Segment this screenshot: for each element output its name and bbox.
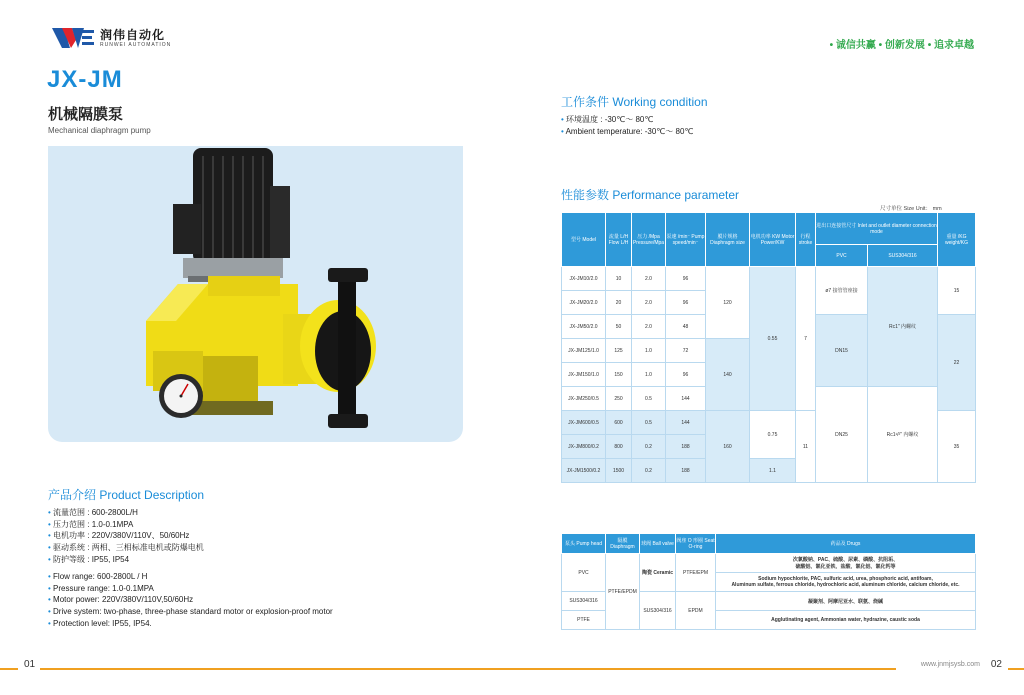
cell-pressure: 0.2 [632,459,666,483]
cell-stroke: 7 [796,267,816,411]
header-sus: SUS304/316 [868,245,938,267]
header-diaphragm: 膜片规格 Diaphragm size [706,213,750,267]
header-connection: 进出口连接管尺寸 Inlet and outlet diameter connection mode [816,213,938,245]
cell-speed: 96 [666,267,706,291]
description-list-en [48,571,333,630]
brand-logo [52,26,171,50]
list-item: • 流量范围 : 600-2800L/H [48,507,204,519]
cell-speed: 144 [666,411,706,435]
cell-flow: 150 [606,363,632,387]
list-item: • Ambient temperature: -30℃～ 80℃ [561,126,693,138]
list-item: • 电机功率 : 220V/380V/110V、50/60Hz [48,530,204,542]
cell-model: JX-JM50/2.0 [562,315,606,339]
cell-flow: 50 [606,315,632,339]
cell-pvc: DN15 [816,315,868,387]
cell-power: 0.75 [750,411,796,459]
cell-speed: 188 [666,459,706,483]
header-pvc: PVC [816,245,868,267]
cell-drugs-en [716,573,976,592]
cell-ball-valve: 陶瓷 Ceramic [640,554,676,592]
cell-ball-valve: SUS304/316 [640,592,676,630]
cell-speed: 96 [666,291,706,315]
cell-model: JX-JM20/2.0 [562,291,606,315]
cell-pvc: DN25 [816,387,868,483]
header-model: 型号 Model [562,213,606,267]
cell-power: 1.1 [750,459,796,483]
header-speed: 泵速 /min⁻ Pump speed/min⁻ [666,213,706,267]
cell-pressure: 2.0 [632,267,666,291]
list-item: • 防护等级 : IP55, IP54 [48,554,204,566]
cell-model: JX-JM150/1.0 [562,363,606,387]
header-stroke: 行程 stroke [796,213,816,267]
header-drugs: 药品及 Drugs [716,534,976,554]
cell-sus: Rc1¹/²" 内螺纹 [868,387,938,483]
list-item: • Pressure range: 1.0-0.1MPA [48,583,333,595]
cell-speed: 144 [666,387,706,411]
cell-seal: PTFE/EPM [676,554,716,592]
header-pump-head: 泵头 Pump head [562,534,606,554]
cell-pressure: 1.0 [632,339,666,363]
cell-speed: 188 [666,435,706,459]
cell-model: JX-JM250/0.5 [562,387,606,411]
cell-pressure: 0.2 [632,435,666,459]
cell-pressure: 2.0 [632,315,666,339]
cell-diaphragm: 140 [706,339,750,411]
cell-pressure: 0.5 [632,387,666,411]
cell-pressure: 2.0 [632,291,666,315]
header-flow: 流量 L/H Flow L/H [606,213,632,267]
cell-flow: 10 [606,267,632,291]
cell-stroke: 11 [796,411,816,483]
footer-rule [0,668,1024,670]
cell-sus: Rc1" 内螺纹 [868,267,938,387]
description-list-cn [48,507,204,566]
list-item: • 环境温度 : -30℃～ 80℃ [561,114,693,126]
cell-model: JX-JM125/1.0 [562,339,606,363]
brand-name-cn: 润伟自动化 [100,27,166,42]
drugs-line: Sodium hypochlorite, PAC, sulfuric acid, urea, phosphoric acid, antifoam, [758,576,933,582]
pump-illustration [48,146,463,442]
working-condition-list [561,114,693,137]
header-pressure: 压力 /Mpa Pressure/Mpa [632,213,666,267]
working-condition-title: 工作条件 Working condition [561,95,708,109]
cell-flow: 600 [606,411,632,435]
cell-speed: 48 [666,315,706,339]
cell-flow: 250 [606,387,632,411]
header-seat-oring: 阀座 O 形圈 Seat O-ring [676,534,716,554]
cell-drugs-cn [716,554,976,573]
brand-slogan: • 诚信共赢 • 创新发展 • 追求卓越 [829,40,974,51]
product-code: JX-JM [47,66,123,93]
list-item: • Protection level: IP55, IP54. [48,618,333,630]
list-item: • Drive system: two-phase, three-phase standard motor or explosion-proof motor [48,606,333,618]
cell-flow: 125 [606,339,632,363]
cell-pump-head: PVC [562,554,606,592]
header-weight: 重量 /KG weight/KG [938,213,976,267]
product-name-cn: 机械隔膜泵 [48,106,124,123]
brand-name-en: RUNWEI AUTOMATION [100,41,172,48]
cell-seal: EPDM [676,592,716,630]
cell-drugs-ptfe: Agglutinating agent, Ammonian water, hydrazine, caustic soda [716,611,976,630]
cell-flow: 800 [606,435,632,459]
cell-flow: 1500 [606,459,632,483]
drugs-table [561,533,976,630]
header-diaphragm: 隔膜 Diaphragm [606,534,640,554]
product-name-en: Mechanical diaphragm pump [48,126,151,135]
cell-drugs-sus: 凝聚剂、阿摩尼亚水、联氨、烧碱 [716,592,976,611]
cell-model: JX-JM1500/0.2 [562,459,606,483]
list-item: • 驱动系统 : 两相、三相标准电机或防爆电机 [48,542,204,554]
cell-weight: 22 [938,315,976,411]
unit-note: 尺寸单位 Size Unit： mm [880,206,942,212]
cell-flow: 20 [606,291,632,315]
cell-diaphragm: 120 [706,267,750,339]
list-item: • Flow range: 600-2800L / H [48,571,333,583]
cell-power: 0.55 [750,267,796,411]
cell-model: JX-JM10/2.0 [562,267,606,291]
performance-table [561,212,976,483]
cell-pump-head: SUS304/316 [562,592,606,611]
cell-pvc: ø7 接管管座接 [816,267,868,315]
product-photo-panel [48,146,463,442]
page-number-right: 02 [990,659,1002,670]
page-number-left: 01 [24,659,36,670]
cell-weight: 15 [938,267,976,315]
cell-pump-head: PTFE [562,611,606,630]
cell-model: JX-JM800/0.2 [562,435,606,459]
website-url[interactable]: www.jnmjsysb.com [920,661,980,668]
cell-weight: 35 [938,411,976,483]
list-item: • Motor power: 220V/380V/110V,50/60Hz [48,594,333,606]
runwei-logo-mark [52,26,96,50]
cell-pressure: 1.0 [632,363,666,387]
drugs-line: Aluminum sulfate, ferrous chloride, hydrochloric acid, aluminum chloride, calcium chloride, etc. [731,582,960,588]
performance-title: 性能参数 Performance parameter [561,188,740,202]
drugs-line: 次氯酸钠、PAC、硫酸、尿素、磷酸、抗阻垢、 [792,557,899,563]
cell-diaphragm: PTFE/EPDM [606,554,640,630]
description-title: 产品介绍 Product Description [48,488,205,502]
cell-speed: 96 [666,363,706,387]
list-item: • 压力范围 : 1.0-0.1MPA [48,519,204,531]
header-ball-valve: 球阀 Ball valve [640,534,676,554]
drugs-line: 硫酸铝、氯化亚铁、盐酸、氯化铝、氯化钙等 [795,564,896,570]
cell-model: JX-JM600/0.5 [562,411,606,435]
cell-diaphragm: 160 [706,411,750,483]
cell-pressure: 0.5 [632,411,666,435]
header-power: 电机功率 KW Motor Power/KW [750,213,796,267]
cell-speed: 72 [666,339,706,363]
